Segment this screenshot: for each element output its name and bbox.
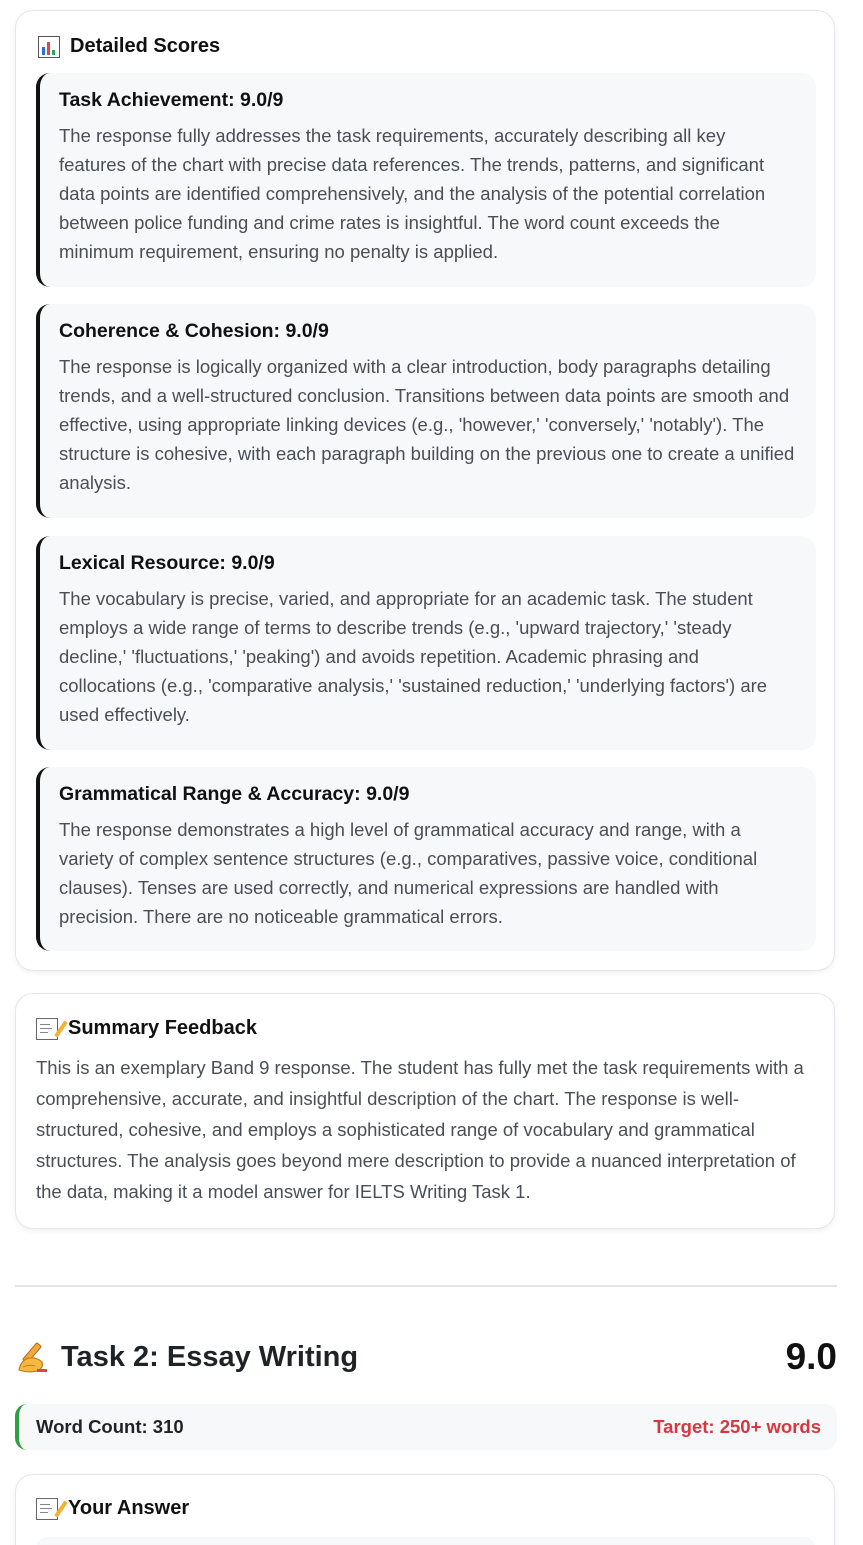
criterion-text: The response is logically organized with a clear introduction, body paragraphs detailing trends, and a well-structured conclusion. Transitions between data points are smooth and effective, using appropriate linking devices (e.g., 'however,' 'conversely,' 'notably'). The structure is cohesive, with each paragraph building on the previous one to create a unified analysis. <box>59 356 795 493</box>
bar-chart-icon <box>38 36 60 58</box>
summary-feedback-title: Summary Feedback <box>68 1017 257 1039</box>
criterion-text: The vocabulary is precise, varied, and appropriate for an academic task. The student employs a wide range of terms to describe trends (e.g., 'upward trajectory,' 'steady decline,' 'fluctuations,' 'peaking') and avoids repetition. Academic phrasing and collocations (e.g., 'comparative analysis,' 'sustained reduction,' 'underlying factors') are used effectively. <box>59 588 768 725</box>
task2-title-group <box>15 1340 358 1374</box>
writing-hand-icon <box>15 1340 49 1374</box>
criterion-title: Lexical Resource: 9.0/9 <box>59 552 275 574</box>
task2-score: 9.0 <box>785 1336 837 1377</box>
criterion-text: The response fully addresses the task requirements, accurately describing all key features of the chart with precise data references. The trends, patterns, and significant data points are identified comprehensively, and the analysis of the potential correlation between police funding and crime rates is insightful. The word count exceeds the minimum requirement, ensuring no penalty is applied. <box>59 125 766 262</box>
criterion-text: The response demonstrates a high level of grammatical accuracy and range, with a variety of complex sentence structures (e.g., comparatives, passive voice, conditional clauses). Tenses are used correctly, and numerical expressions are handled with precision. There are no noticeable grammatical errors. <box>59 819 758 927</box>
detailed-scores-card <box>15 10 835 971</box>
criterion-title: Task Achievement: 9.0/9 <box>59 89 284 111</box>
memo-icon <box>36 1498 58 1520</box>
criterion-task-achievement <box>36 73 816 287</box>
task2-header <box>15 1332 837 1382</box>
detailed-scores-title: Detailed Scores <box>70 35 221 57</box>
word-target: Target: 250+ words <box>653 1416 821 1437</box>
word-count: Word Count: 310 <box>36 1416 184 1437</box>
summary-feedback-heading <box>36 1017 814 1040</box>
your-answer-heading <box>36 1497 814 1520</box>
word-count-bar <box>15 1404 837 1450</box>
section-divider <box>15 1285 837 1287</box>
memo-icon <box>36 1018 58 1040</box>
answer-content-area <box>36 1537 816 1545</box>
criterion-title: Grammatical Range & Accuracy: 9.0/9 <box>59 783 410 805</box>
detailed-scores-heading <box>38 35 220 58</box>
task2-title: Task 2: Essay Writing <box>61 1340 359 1373</box>
summary-feedback-text: This is an exemplary Band 9 response. The student has fully met the task requirements with a comprehensive, accurate, and insightful description of the chart. The response is well-structured, cohesive, and employs a sophisticated range of vocabulary and grammatical structures. The analysis goes beyond mere description to provide a nuanced interpretation of the data, making it a model answer for IELTS Writing Task 1. <box>36 1057 804 1202</box>
your-answer-card <box>15 1474 835 1545</box>
criterion-lexical-resource <box>36 536 816 750</box>
criterion-coherence-cohesion <box>36 304 816 518</box>
summary-feedback-card <box>15 993 835 1229</box>
your-answer-title: Your Answer <box>68 1497 190 1519</box>
criterion-title: Coherence & Cohesion: 9.0/9 <box>59 320 329 342</box>
criterion-grammatical-range <box>36 767 816 951</box>
